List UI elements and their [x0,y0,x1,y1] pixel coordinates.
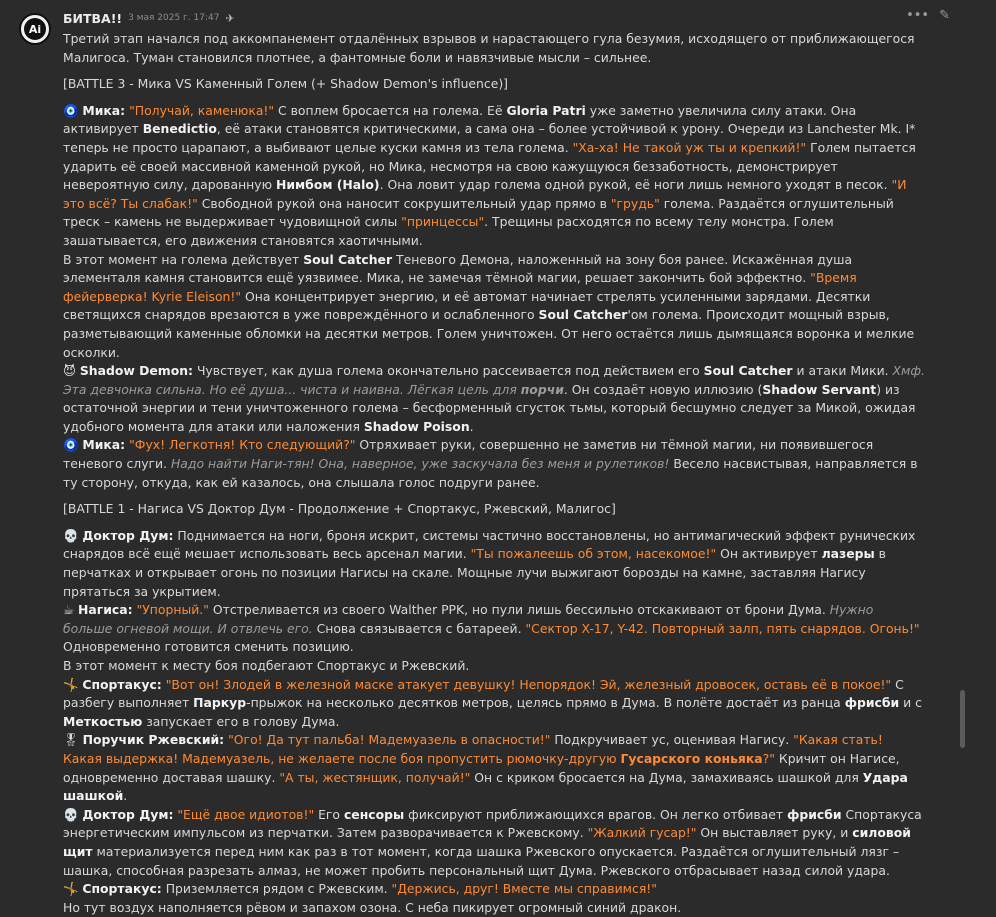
text-run: , её атаки становятся критическими, а сама она – более устойчивой к урону. Очереди из Lanchester Mk. I* теперь не просто царапают, а выбивают целые куски камня из тела голема. [63,121,916,155]
scrollbar-thumb[interactable] [960,690,965,748]
paragraph-gap [63,94,925,102]
post-paragraph [63,30,925,67]
text-run: . Трещины расходятся по всему телу монстра. Голем зашатывается, его движения становятся хаотичными. [63,214,834,248]
post-body [63,30,925,917]
text-run: Теневого Демона, наложенный на зону боя ранее. Искажённая душа элементаля камня становится ещё уязвимее. Мика, не замечая тёмной магии, решает закончить бой эффектно. [63,251,853,286]
text-run: . [469,418,474,434]
bold-text: Нимбом (Halo) [275,177,380,193]
quote-text: "принцессы" [401,214,485,230]
paragraph-gap [63,67,925,75]
pin-icon: ✈ [225,11,235,25]
text-run: 🧿 [63,102,83,118]
text-run: 🎖 [63,732,83,748]
text-run: в перчатках и открывает огонь по позиции Нагисы на скале. Мощные лучи выжигают борозды на камне, заставляя Нагису прятаться за укрытием. [63,546,886,599]
post-paragraph [63,500,925,519]
italic-text: Надо найти Наги-тян! Она, наверное, уже заскучала без меня и рулетиков! [170,456,670,472]
quote-text: "Фух! Легкотня! Кто следующий?" [129,437,356,453]
text-run: 🤸 [63,881,83,897]
text-run: Одновременно готовится сменить позицию. [63,639,354,655]
italic-bold-text: порчи [520,381,564,397]
quote-text: "Получай, каменюка!" [129,102,275,118]
quote-bold-text: Гусарского коньяка [620,750,763,766]
post-paragraph [63,75,925,94]
bold-text: сенсоры [343,806,405,822]
post-paragraph [63,102,925,251]
post-paragraph [63,436,925,492]
text-run: . [123,788,128,804]
text-run: В этот момент к месту боя подбегают Спортакус и Ржевский. [63,658,470,673]
post-paragraph [63,899,925,917]
bold-text: Доктор Дум: [82,806,174,822]
quote-text: "И это всё? Ты слабак!" [63,177,907,211]
post-paragraph [63,806,925,880]
text-run: фиксируют приближающихся врагов. Он легко отбивает [404,806,788,822]
bold-text: Меткостью [63,713,143,729]
bold-text: силовой щит [63,825,911,859]
text-run: голема. Раздаётся оглушительный треск – камень не выдерживает чудовищной силы [63,195,894,230]
text-run: Спортакуса энергетическим импульсом из перчатки. Затем разворачивается к Ржевскому. [63,806,922,841]
edit-icon[interactable]: ✎ [939,8,950,23]
text-run: . Она ловит удар голема одной рукой, её ноги лишь немного уходят в песок. [379,177,892,193]
bold-text: Gloria Patri [506,102,586,118]
text-run: 💀 [63,527,83,543]
quote-text: "Вот он! Злодей в железной маске атакует девушку! Непорядок! Эй, железный дровосек, оставь её в покое!" [165,676,892,692]
text-run: Весело насвистывая, направляется в ту сторону, откуда, как ей казалось, она слышала голос подруги ранее. [63,456,918,490]
text-run: запускает его в голову Дума. [142,713,340,729]
bold-text: Shadow Poison [363,418,470,434]
bold-text: Нагиса: [78,602,133,618]
bold-text: Спортакус: [82,881,162,897]
bold-text: лазеры [821,546,875,562]
text-run: Свободной рукой она наносит сокрушительный удар прямо в [197,195,611,211]
text-run: и с [899,695,922,711]
text-run: Отряхивает руки, совершенно не заметив ни тёмной магии, ни появившегося теневого слуги. [63,437,874,472]
text-run: материализуется перед ним как раз в тот момент, когда шашка Ржевского опускается. Раздаётся оглушительный лязг – шашка, способная разрезать алмаз, не может пробить персональный щит Дума. Ржевского отбрасывает назад силой удара. [63,843,900,878]
quote-text: "Время фейерверка! Kyrie Eleison!" [63,270,857,304]
post-paragraph [63,880,925,899]
text-run: ) из остаточной энергии и тени уничтоженного голема – бесформенный сгусток тьмы, который бесшумно следует за Микой, ожидая удобного момента для атаки или наложения [63,381,916,434]
bold-text: фрисби [844,695,900,711]
bold-text: Soul Catcher [538,307,628,323]
text-run: Снова связывается с батареей. [312,620,526,636]
bold-text: Доктор Дум: [82,527,174,543]
text-run: 🧿 [63,437,83,453]
text-run: Приземляется рядом с Ржевским. [161,881,392,897]
text-run: 💀 [63,806,83,822]
paragraph-gap [63,519,925,527]
text-run: Но тут воздух наполняется рёвом и запахом озона. С неба пикирует огромный синий дракон. [63,899,682,915]
bold-text: Soul Catcher [303,251,393,267]
author-name[interactable]: БИТВА!! [63,10,123,26]
text-run: 😈 [63,363,80,379]
bold-text: Shadow Demon: [79,363,193,379]
bold-text: Мика: [82,437,126,453]
bold-text: Shadow Servant [762,381,877,397]
quote-text: "Жалкий гусар!" [587,825,697,841]
text-run: 🤸 [63,676,83,692]
text-run: Голем пытается ударить её своей массивной каменной рукой, но Мика, несмотря на свою кажущуюся беззаботность, демонстрирует невероятную силу, дарованную [63,139,916,193]
text-run: -прыжок на несколько десятков метров, целясь прямо в Дума. В полёте достаёт из ранца [246,695,845,711]
bold-text: Benedictio [142,121,217,137]
text-run: Она концентрирует энергию, и её автомат начинает стрелять усиленными зарядами. Десятки светящихся снарядов врезаются в уже повреждённого и ослабленного [63,288,871,323]
bold-text: фрисби [787,806,842,822]
bold-text: Спортакус: [82,676,162,692]
text-run: Кричит он Нагисе, одновременно доставая шашку. [63,750,900,785]
text-run: Он выставляет руку, и [696,825,853,841]
text-run: и атаки Мики. [792,363,893,379]
bold-text: Мика: [82,102,126,118]
post-paragraph [63,251,925,363]
quote-text: "Ты пожалеешь об этом, насекомое!" [470,546,717,562]
post-paragraph [63,601,925,657]
quote-text: "Ого! Да тут пальба! Мадемуазель в опасности!" [228,732,551,748]
post-paragraph [63,731,925,805]
text-run: Подкручивает ус, оценивая Нагису. [550,732,794,748]
bold-text: Soul Catcher [703,363,793,379]
post-paragraph [63,657,925,676]
post-paragraph [63,676,925,732]
text-run: 'ом голема. Происходит мощный взрыв, разметывающий каменные обломки на десятки метров. Голем уничтожен. От него остаётся лишь дымящаяся воронка и мелкие осколки. [63,307,915,360]
text-run: С воплем бросается на голема. Её [274,102,507,118]
text-run: В этот момент на голема действует [63,251,304,267]
text-run: [BATTLE 3 - Мика VS Каменный Голем (+ Shadow Demon's influence)] [63,76,508,92]
text-run: С разбегу выполняет [63,676,904,711]
text-run: Его [314,806,344,822]
paragraph-gap [63,492,925,500]
bold-text: Удара шашкой [63,769,908,804]
quote-text: "Какая стать! Какая выдержка! Мадемуазель, не желаете после боя пропустить рюмочку-другую [63,732,883,766]
text-run: Чувствует, как душа голема окончательно рассеивается под действием его [193,363,704,379]
bold-text: Поручик Ржевский: [82,732,225,748]
italic-text: Нужно больше огневой мощи. И отвлечь его. [63,602,874,636]
quote-text: "Ещё двое идиотов!" [177,806,315,822]
quote-text: "Ха-ха! Не такой уж ты и крепкий!" [572,139,807,155]
text-run: Поднимается на ноги, броня искрит, системы частично восстановлены, но антимагический эффект рунических снарядов всё ещё мешает использовать весь арсенал магии. [63,527,916,562]
post-paragraph [63,362,925,436]
text-run: [BATTLE 1 - Нагиса VS Доктор Дум - Продолжение + Спортакус, Ржевский, Малигос] [63,501,616,517]
quote-text: ?" [762,750,775,766]
text-run: Он с криком бросается на Дума, замахиваясь шашкой для [470,769,863,785]
quote-text: "А ты, жестянщик, получай!" [279,769,471,785]
quote-text: "Сектор X-17, Y-42. Повторный залп, пять снарядов. Огонь!" [525,620,920,636]
text-run: Третий этап начался под аккомпанемент отдалённых взрывов и нарастающего гула безумия, исходящего от приближающегося Малигоса. Туман становился плотнее, а фантомные боли и навязчивые мысли – сильнее. [63,31,915,65]
text-run: Отстреливается из своего Walther PPK, но пули лишь бессильно отскакивают от брони Дума. [208,602,830,618]
text-run: уже заметно увеличила силу атаки. Она активирует [63,102,857,137]
italic-text: Хмф. Эта девчонка сильна. Но её душа... чиста и наивна. Лёгкая цель для [63,363,925,397]
quote-text: "Упорный." [136,602,209,618]
avatar-logo: Ai [24,18,46,40]
text-run: ☕ [63,602,79,618]
post-tools [906,8,950,23]
text-run: . Он создаёт новую иллюзию ( [563,381,763,397]
post-header [63,9,956,27]
avatar[interactable] [19,13,51,45]
quote-text: "Держись, друг! Вместе мы справимся!" [391,881,657,897]
post-date[interactable]: 3 мая 2025 г. 17:47 [128,13,220,23]
text-run: Он активирует [716,546,822,562]
post-paragraph [63,527,925,601]
quote-text: "грудь" [610,195,660,211]
bold-text: Паркур [193,695,247,711]
more-icon[interactable]: ••• [906,8,930,23]
